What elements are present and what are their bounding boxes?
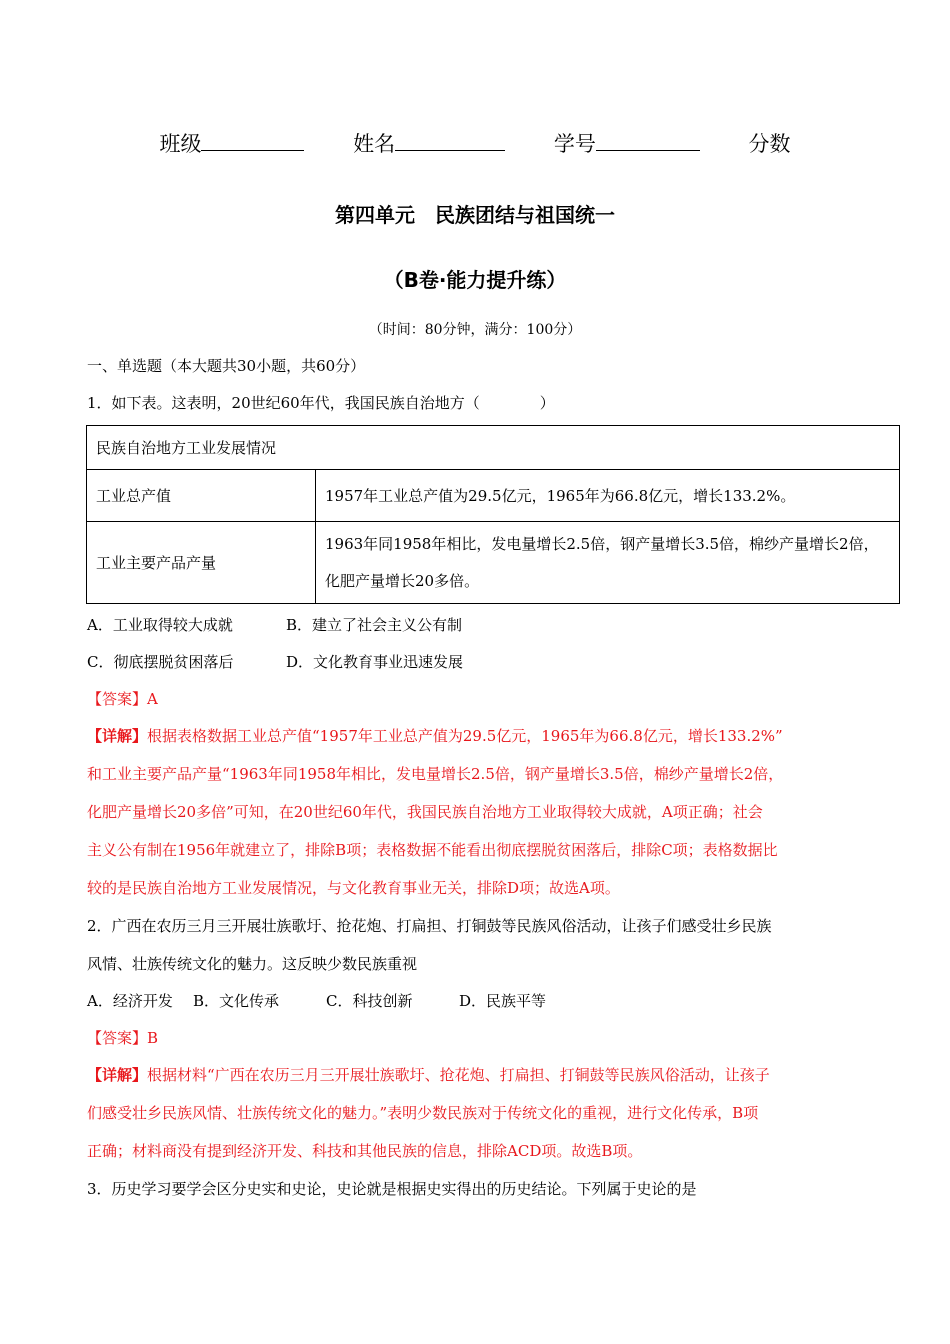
q1-answer: 【答案】A [87,690,158,708]
id-field [554,128,700,158]
q1-detail-line: 化肥产量增长20多倍”可知，在20世纪60年代，我国民族自治地方工业取得较大成就，A项正确；社会 [87,803,763,821]
class-blank[interactable] [201,132,304,151]
q1-detail-tag: 【详解】 [87,727,148,745]
id-blank[interactable] [596,132,700,151]
table-row-value: 1957年工业总产值为29.5亿元，1965年为66.8亿元，增长133.2%。 [316,470,900,522]
table-row [87,522,900,604]
q2-stem-line: 2．广西在农历三月三开展壮族歌圩、抢花炮、打扁担、打铜鼓等民族风俗活动，让孩子们感受壮乡民族 [87,917,772,935]
q2-detail-line: 【详解】根据材料“广西在农历三月三开展壮族歌圩、抢花炮、打扁担、打铜鼓等民族风俗活动，让孩子 [87,1066,770,1084]
student-info-header [0,128,950,158]
q2-option-d[interactable]: D．民族平等 [459,992,547,1010]
q1-detail-line: 【详解】根据表格数据工业总产值“1957年工业总产值为29.5亿元，1965年为66.8亿元，增长133.2%” [87,727,783,745]
q2-option-c[interactable]: C．科技创新 [326,992,413,1010]
class-field [159,128,304,158]
q2-detail-line: 正确；材料商没有提到经济开发、科技和其他民族的信息，排除ACD项。故选B项。 [87,1142,643,1160]
section-heading: 一、单选题（本大题共30小题，共60分） [87,357,366,375]
class-label: 班级 [159,132,202,156]
table-row-label: 工业总产值 [87,470,316,522]
q2-option-b[interactable]: B．文化传承 [193,992,280,1010]
q1-stem: 1．如下表。这表明，20世纪60年代，我国民族自治地方（ ） [87,394,555,412]
q1-options-row2 [87,651,877,672]
score-label: 分数 [748,132,791,156]
q2-option-a[interactable]: A．经济开发 [87,992,173,1010]
paper-subtitle: （B卷·能力提升练） [383,268,567,292]
q1-option-c[interactable]: C．彻底摆脱贫困落后 [87,653,234,671]
unit-title: 第四单元 民族团结与祖国统一 [335,203,615,227]
name-blank[interactable] [395,132,505,151]
q3-stem: 3．历史学习要学会区分史实和史论，史论就是根据史实得出的历史结论。下列属于史论的是 [87,1180,697,1198]
time-note: （时间：80分钟，满分：100分） [368,322,582,338]
q2-answer: 【答案】B [87,1029,159,1047]
score-field [749,128,791,158]
table-row [87,470,900,522]
q2-detail-line: 们感受壮乡民族风情、壮族传统文化的魅力。”表明少数民族对于传统文化的重视，进行文化传承，B项 [87,1104,759,1122]
table-caption: 民族自治地方工业发展情况 [87,426,900,470]
q2-options [87,990,877,1011]
q1-detail-line: 主义公有制在1956年就建立了，排除B项；表格数据不能看出彻底摆脱贫困落后，排除C项；表格数据比 [87,841,778,859]
q1-detail-line: 和工业主要产品产量“1963年同1958年相比，发电量增长2.5倍，钢产量增长3.5倍，棉纱产量增长2倍， [87,765,784,783]
q1-option-d[interactable]: D．文化教育事业迅速发展 [286,653,464,671]
q1-detail-line: 较的是民族自治地方工业发展情况，与文化教育事业无关，排除D项；故选A项。 [87,879,620,897]
table-row-label: 工业主要产品产量 [87,522,316,604]
name-field [353,128,505,158]
q2-stem-line: 风情、壮族传统文化的魅力。这反映少数民族重视 [87,955,418,973]
q1-table [86,425,900,604]
table-row-value: 1963年同1958年相比，发电量增长2.5倍，钢产量增长3.5倍，棉纱产量增长2倍，化肥产量增长20多倍。 [316,522,900,604]
q1-options-row1 [87,614,877,635]
q1-option-b[interactable]: B．建立了社会主义公有制 [286,616,463,634]
id-label: 学号 [553,132,596,156]
name-label: 姓名 [353,132,396,156]
q2-detail-tag: 【详解】 [87,1066,148,1084]
q1-option-a[interactable]: A．工业取得较大成就 [87,616,233,634]
